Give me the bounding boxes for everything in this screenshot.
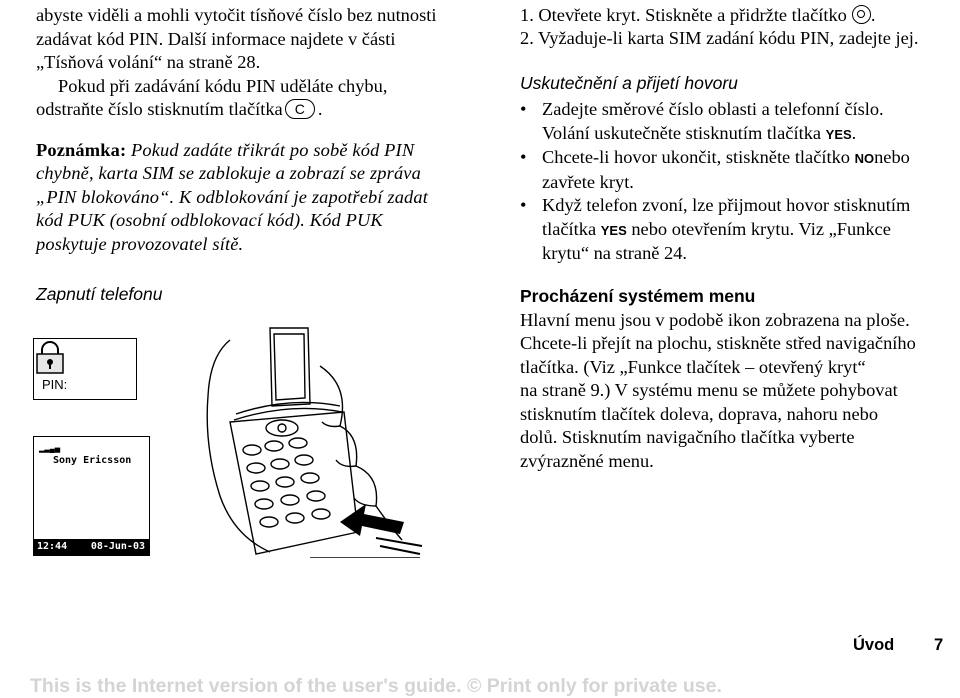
text-line: krytu“ na straně 24. — [542, 243, 688, 263]
yes-key-label: YES — [825, 126, 852, 142]
yes-key-label: YES — [600, 222, 627, 238]
page-number: 7 — [934, 636, 944, 654]
text-line: chybně, karta SIM se zablokuje a zobrazí se zpráva — [36, 163, 421, 183]
text-line: „PIN blokováno“. K odblokování je zapotřebí zadat — [36, 186, 428, 207]
text-line: zadávat kód PIN. Další informace najdete v části — [36, 28, 396, 49]
text-line: 1. Otevřete kryt. Stiskněte a přidržte tlačítko — [520, 5, 847, 25]
section-title-power-on: Zapnutí telefonu — [36, 284, 163, 304]
display-brand: Sony Ericsson — [53, 455, 132, 466]
note-paragraph — [36, 139, 476, 257]
phone-display-illustration — [33, 436, 150, 556]
text-line: kód PUK (osobní odblokovací kód). Kód PUK — [36, 210, 383, 230]
right-column — [520, 4, 960, 473]
note-label: Poznámka: — [36, 139, 127, 160]
text-line: . — [870, 5, 876, 25]
display-date: 08-Jun-03 — [90, 541, 145, 552]
pin-label: PIN: — [42, 377, 68, 392]
text-line: . — [851, 122, 857, 143]
page-section-title: Úvod — [853, 636, 895, 654]
paragraph-menu — [520, 309, 960, 474]
text-line: abyste viděli a mohli vytočit tísňové číslo bez nutnosti — [36, 5, 437, 25]
text-line: Chcete-li hovor ukončit, stiskněte tlačítko — [542, 147, 850, 167]
calls-list — [520, 98, 960, 266]
text-line: nebo otevřením krytu. Viz „Funkce — [626, 218, 891, 239]
text-line: Když telefon zvoní, lze přijmout hovor stisknutím — [542, 195, 911, 215]
display-time: 12:44 — [37, 541, 68, 552]
text-line: zavřete kryt. — [542, 171, 634, 192]
text-line: Pokud zadáte třikrát po sobě kód PIN — [126, 139, 415, 160]
left-column — [36, 4, 476, 305]
list-item: 2. Vyžaduje-li karta SIM zadání kódu PIN, zadejte jej. — [520, 27, 919, 48]
text-line: . — [317, 99, 323, 119]
text-line: Volání uskutečněte stisknutím tlačítka — [542, 122, 822, 143]
press-arrow-icon — [340, 504, 404, 536]
c-key-icon: C — [285, 99, 315, 119]
lock-icon — [30, 341, 70, 375]
list-item — [520, 4, 960, 27]
text-line: tlačítka. (Viz „Funkce tlačítek – otevřený kryt“ — [520, 356, 866, 377]
section-title-menu: Procházení systémem menu — [520, 285, 756, 306]
text-line: poskytuje provozovatel sítě. — [36, 233, 244, 254]
text-line: „Tísňová volání“ na straně 28. — [36, 52, 261, 72]
text-line: nebo — [874, 147, 910, 167]
text-line: tlačítka — [542, 218, 597, 239]
footer-notice: This is the Internet version of the user's guide. © Print only for private use. — [30, 675, 722, 697]
text-line: zvýrazněné menu. — [520, 450, 654, 471]
text-line: dolů. Stisknutím navigačního tlačítka vyberte — [520, 427, 855, 447]
steps-list — [520, 4, 960, 49]
list-item — [520, 98, 960, 146]
text-line: odstraňte číslo stisknutím tlačítka — [36, 99, 283, 119]
list-item — [520, 146, 960, 194]
list-item — [520, 194, 960, 266]
text-line: na straně 9.) V systému menu se můžete pohybovat — [520, 380, 898, 400]
section-title-calls: Uskutečnění a přijetí hovoru — [520, 73, 738, 93]
text-line: Zadejte směrové číslo oblasti a telefonní číslo. — [542, 99, 884, 119]
text-line: stisknutím tlačítek doleva, doprava, nahoru nebo — [520, 403, 879, 424]
power-key-icon — [852, 5, 871, 24]
text-line: Hlavní menu jsou v podobě ikon zobrazena na ploše. — [520, 309, 910, 330]
signal-icon: ▂▃▄▅ — [39, 445, 61, 453]
display-status-bar — [34, 539, 149, 555]
no-key-label: NO — [854, 151, 875, 166]
phone-illustration — [190, 326, 430, 558]
text-line: Chcete-li přejít na plochu, stiskněte střed navigačního — [520, 333, 916, 353]
text-line: Pokud při zadávání kódu PIN uděláte chybu, — [58, 75, 388, 96]
pin-screen-illustration — [33, 338, 137, 400]
paragraph-intro — [36, 4, 476, 122]
